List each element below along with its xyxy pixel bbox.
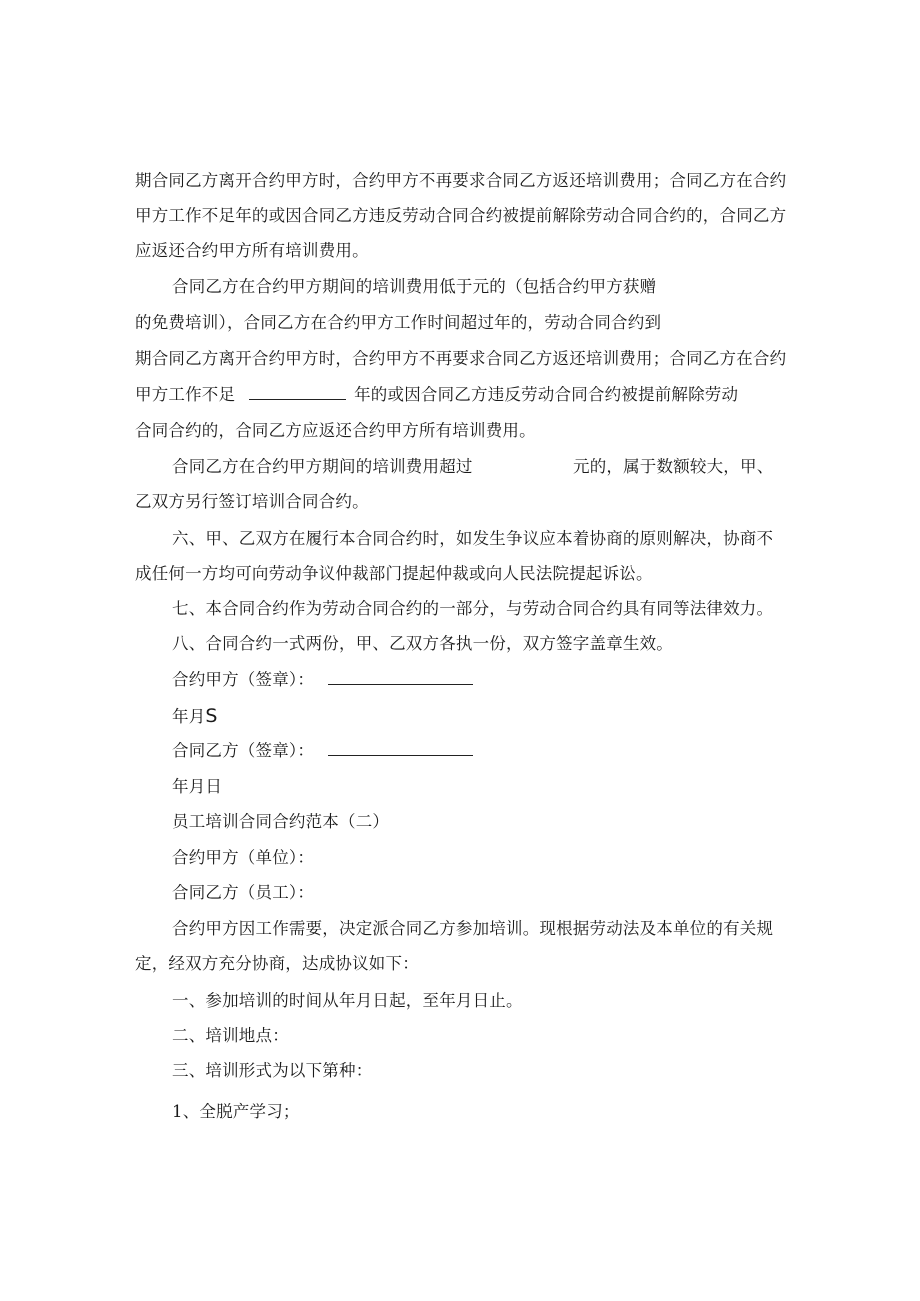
line-text: 年的或因合同乙方违反劳动合同合约被提前解除劳动: [354, 385, 739, 404]
paragraph-line: 合同乙方在合约甲方期间的培训费用低于元的（包括合约甲方获赠: [172, 277, 657, 296]
date-mark-a: S: [205, 705, 218, 727]
date-line-a: [172, 705, 218, 728]
clause-item: 一、参加培训的时间从年月日起，至年月日止。: [172, 991, 523, 1010]
paragraph-line: 的免费培训），合同乙方在合约甲方工作时间超过年的，劳动合同合约到: [135, 313, 662, 332]
paragraph-line: 六、甲、乙双方在履行本合同合约时，如发生争议应本着协商的原则解决，协商不: [172, 529, 774, 548]
signature-line-b: [172, 740, 473, 762]
section-title: 员工培训合同合约范本（二）: [172, 812, 390, 831]
clause-subitem: 1、全脱产学习；: [172, 1102, 300, 1121]
fill-in-blank[interactable]: [249, 385, 346, 400]
paragraph-line: 合约甲方因工作需要，决定派合同乙方参加培训。现根据劳动法及本单位的有关规: [172, 919, 774, 938]
signature-blank-a[interactable]: [328, 670, 473, 685]
paragraph-line: [135, 384, 738, 406]
paragraph-line: 七、本合同合约作为劳动合同合约的一部分，与劳动合同合约具有同等法律效力。: [172, 599, 774, 618]
line-text: 甲方工作不足: [135, 385, 236, 404]
clause-item: 二、培训地点：: [172, 1026, 289, 1045]
signature-label-a: 合约甲方（签章）：: [172, 670, 315, 689]
party-b-line: 合同乙方（员工）：: [172, 883, 315, 902]
paragraph-line: 甲方工作不足年的或因合同乙方违反劳动合同合约被提前解除劳动合同合约的，合同乙方: [135, 206, 787, 225]
paragraph-line: 八、合同合约一式两份，甲、乙双方各执一份，双方签字盖章生效。: [172, 634, 673, 653]
paragraph-line: 乙双方另行签订培训合同合约。: [135, 492, 369, 511]
paragraph-line: 期合同乙方离开合约甲方时，合约甲方不再要求合同乙方返还培训费用；合同乙方在合约: [135, 171, 787, 190]
paragraph-line: 合同合约的，合同乙方应返还合约甲方所有培训费用。: [135, 421, 536, 440]
signature-line-a: [172, 669, 473, 691]
paragraph-line: 定，经双方充分协商，达成协议如下：: [135, 954, 419, 973]
paragraph-line: 成任何一方均可向劳动争议仲裁部门提起仲裁或向人民法院提起诉讼。: [135, 564, 653, 583]
paragraph-line: 期合同乙方离开合约甲方时，合约甲方不再要求合同乙方返还培训费用；合同乙方在合约: [135, 349, 787, 368]
clause-item: 三、培训形式为以下第种：: [172, 1061, 373, 1080]
paragraph-line: 应返还合约甲方所有培训费用。: [135, 241, 369, 260]
date-line-b: 年月日: [172, 777, 223, 796]
party-a-line: 合约甲方（单位）：: [172, 848, 315, 867]
paragraph-line: 元的，属于数额较大，甲、: [573, 457, 774, 476]
signature-label-b: 合同乙方（签章）：: [172, 741, 315, 760]
paragraph-line: 合同乙方在合约甲方期间的培训费用超过: [172, 457, 473, 476]
date-text-a: 年月: [172, 707, 206, 726]
signature-blank-b[interactable]: [328, 741, 473, 756]
